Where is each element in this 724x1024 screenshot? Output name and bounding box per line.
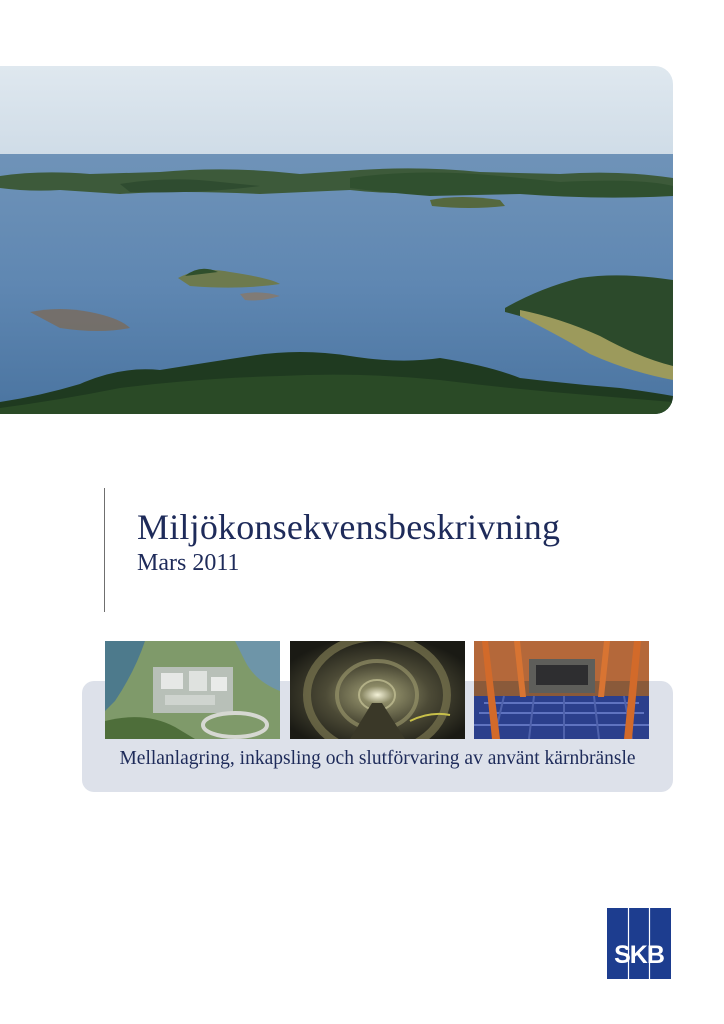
skb-logo <box>607 908 671 979</box>
document-title: Miljökonsekvensbeskrivning <box>137 507 561 547</box>
title-block <box>104 488 560 612</box>
hero-photo-archipelago <box>0 66 673 414</box>
document-subtitle: Mellanlagring, inkapsling och slutförvaring av använt kärnbränsle <box>119 748 636 769</box>
svg-text:SKB: SKB <box>614 941 664 969</box>
photo-tunnel <box>290 641 465 739</box>
photo-storage-pool <box>474 641 649 739</box>
photo-facility-aerial <box>105 641 280 739</box>
document-date: Mars 2011 <box>137 550 240 576</box>
